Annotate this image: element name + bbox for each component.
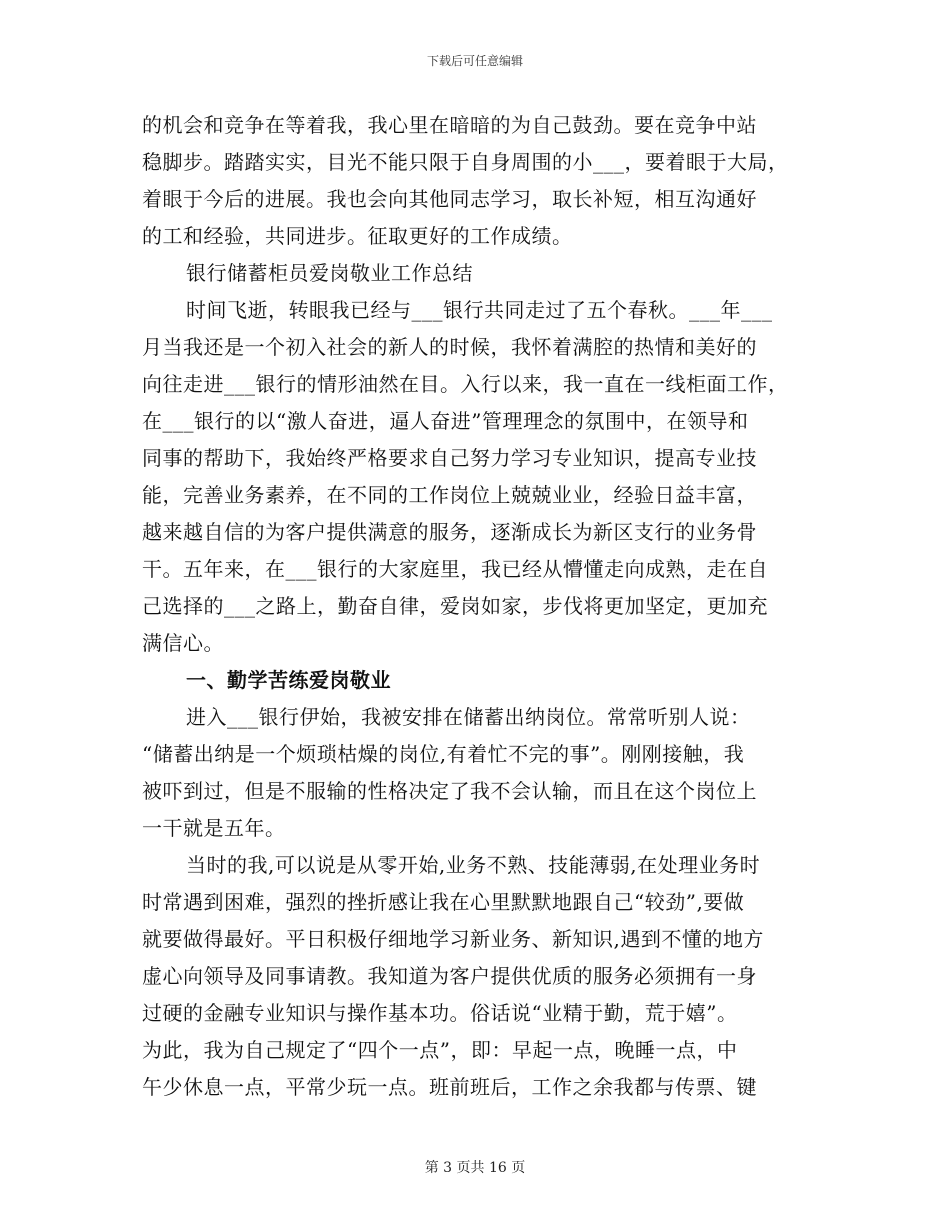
text-line: “储蓄出纳是一个烦琐枯燥的岗位,有着忙不完的事”。刚刚接触，我: [142, 742, 745, 766]
text-line: 越来越自信的为客户提供满意的服务，逐渐成长为新区支行的业务骨: [142, 520, 757, 544]
text-line: 的工和经验，共同进步。征取更好的工作成绩。: [142, 224, 573, 248]
text-line: 一干就是五年。: [142, 816, 286, 840]
page-footer: 第 3 页共 16 页: [424, 1160, 526, 1176]
text-line: 时常遇到困难，强烈的挫折感让我在心里默默地跟自己“较劲”,要做: [142, 890, 745, 914]
section-heading: 一、勤学苦练爱岗敬业: [186, 668, 391, 692]
text-line: 为此，我为自己规定了“四个一点”，即：早起一点，晚睡一点，中: [142, 1038, 738, 1062]
text-line: 进入___银行伊始，我被安排在储蓄出纳岗位。常常听别人说：: [186, 705, 751, 729]
text-line: 就要做得最好。平日积极仔细地学习新业务、新知识,遇到不懂的地方: [142, 927, 764, 951]
text-line: 在___银行的以“激人奋进，逼人奋进”管理理念的氛围中，在领导和: [142, 409, 749, 433]
text-line: 的机会和竞争在等着我，我心里在暗暗的为自己鼓劲。要在竞争中站: [142, 113, 757, 137]
text-line: 己选择的___之路上，勤奋自律，爱岗如家，步伐将更加坚定，更加充: [142, 594, 768, 618]
text-line: 能，完善业务素养，在不同的工作岗位上兢兢业业，经验日益丰富，: [142, 483, 757, 507]
text-line: 干。五年来，在___银行的大家庭里，我已经从懵懂走向成熟，走在自: [142, 557, 768, 581]
text-line: 被吓到过，但是不服输的性格决定了我不会认输，而且在这个岗位上: [142, 779, 757, 803]
text-line: 着眼于今后的进展。我也会向其他同志学习，取长补短，相互沟通好: [142, 187, 757, 211]
text-line: 满信心。: [142, 631, 224, 655]
text-line: 虚心向领导及同事请教。我知道为客户提供优质的服务必须拥有一身: [142, 964, 757, 988]
text-line: 过硬的金融专业知识与操作基本功。俗话说“业精于勤，荒于嬉”。: [142, 1001, 738, 1025]
text-line: 当时的我,可以说是从零开始,业务不熟、技能薄弱,在处理业务时: [186, 853, 761, 877]
text-line: 银行储蓄柜员爱岗敬业工作总结: [186, 261, 473, 285]
text-line: 时间飞逝，转眼我已经与___银行共同走过了五个春秋。___年___: [186, 298, 773, 322]
text-line: 午少休息一点，平常少玩一点。班前班后，工作之余我都与传票、键: [142, 1075, 757, 1099]
text-line: 稳脚步。踏踏实实，目光不能只限于自身周围的小___，要着眼于大局，: [142, 150, 789, 174]
text-line: 向往走进___银行的情形油然在目。入行以来，我一直在一线柜面工作，: [142, 372, 789, 396]
text-line: 同事的帮助下，我始终严格要求自己努力学习专业知识，提高专业技: [142, 446, 757, 470]
page-header: 下载后可任意编辑: [426, 54, 523, 68]
document-body: [142, 107, 814, 1106]
text-line: 月当我还是一个初入社会的新人的时候，我怀着满腔的热情和美好的: [142, 335, 757, 359]
